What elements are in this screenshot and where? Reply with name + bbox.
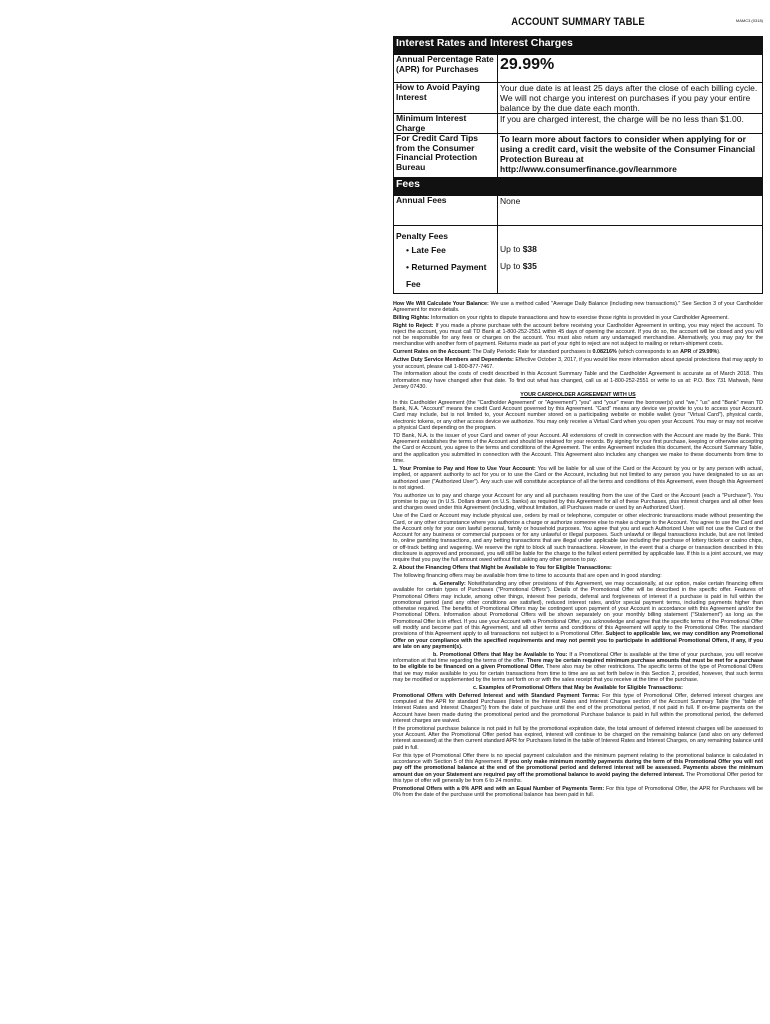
section-2b-heading: b. Promotional Offers that May be Available to You: [433, 651, 568, 658]
min-interest-row [394, 114, 763, 134]
section-1-paragraph [393, 466, 763, 491]
cfpb-tips-row [394, 134, 763, 178]
cfpb-tips-label: For Credit Card Tips from the Consumer Financial Protection Bureau [394, 134, 498, 178]
apr-value: 29.99% [498, 55, 763, 83]
current-rates-text-4: ). [717, 349, 721, 356]
apr-row [394, 55, 763, 83]
annual-fees-value: None [498, 196, 763, 226]
military-text: Effective October 3, 2017, if you would like more information about special protections that may apply to your account, please call 1-800-877-7467. [393, 357, 763, 370]
late-fee-label: • Late Fee [406, 244, 446, 255]
deferred-interest-text-3b: The Promotional Offer period for this type of offer will generally be from 6 to 24 months. [393, 771, 763, 784]
interest-section-title: Interest Rates and Interest Charges [394, 37, 763, 55]
right-to-reject-paragraph [393, 323, 763, 348]
section-2b-paragraph [393, 652, 763, 683]
right-to-reject-text: If you made a phone purchase with the account before receiving your Cardholder Agreement in writing, you may reject the account. To reject the account, you must call TD Bank at 1-800-252-2551 within 45 days of opening the account. If you do so, the account will be closed and you will not be responsible for any fees or charges on the account. You must also return any undamaged merchandise. Alternatively, you may pay for the merchandise with another form of payment. Returns made as part of your right to reject are not subject to mailing or return-shipment costs. [393, 322, 763, 348]
billing-rights-paragraph [393, 315, 763, 321]
returned-fee-amount: $35 [522, 261, 537, 271]
fees-section-header [394, 178, 763, 196]
disclosures-block [393, 301, 763, 799]
returned-fee-prefix: Up to [500, 261, 523, 271]
zero-apr-heading: Promotional Offers with a 0% APR and with an Equal Number of Payments Term: [393, 785, 605, 792]
late-fee-value [500, 241, 760, 258]
document-header [393, 14, 763, 36]
section-1-paragraph-2: You authorize us to pay and charge your Account for any and all purchases resulting from the use of the Card or the Account (each a "Purchase"). You promise to pay us (in U.S. Dollars drawn on U.S. banks) as required by this Agreement for all of these Purchases, plus interest charges and all other fees and charges owed under this Agreement (including, without limitation, all Purchases made or used by an Authorized User). [393, 492, 763, 512]
section-1-heading: 1. Your Promise to Pay and How to Use Your Account: [393, 465, 536, 472]
avoid-interest-value: Your due date is at least 25 days after the close of each billing cycle. We will not charge you interest on purchases if you pay your entire balance by the due date each month. [498, 83, 763, 114]
right-to-reject-heading: Right to Reject: [393, 322, 434, 329]
accuracy-paragraph: The information about the costs of credit described in this Account Summary Table and the Cardholder Agreement is accurate as of March 2018. This information may have changed after that date. To find out what has changed, call us at 1-800-252-2551 or write to us at: P.O. Box 731 Mahwah, New Jersey 07430. [393, 371, 763, 391]
returned-payment-fee-value [500, 258, 760, 275]
section-2c-heading: c. Examples of Promotional Offers that May be Available for Eligible Transactions: [473, 684, 683, 691]
section-2b-bold-text: There may be certain required minimum purchase amounts that must be met for a purchase to be eligible to be financed on a given Promotional Offer. [393, 658, 763, 671]
billing-rights-heading: Billing Rights: [393, 314, 430, 321]
penalty-fees-row [394, 226, 763, 294]
section-2a-bold-text: Subject to applicable law, we may condition any Promotional Offer on your compliance with the specified requirements and may not permit you to participate in additional Promotional Offers, if any, if you are late on any payment(s). [393, 631, 764, 650]
current-rates-heading: Current Rates on the Account: [393, 349, 471, 356]
late-fee-amount: $38 [522, 244, 537, 254]
annual-fees-row [394, 196, 763, 226]
document-title: ACCOUNT SUMMARY TABLE [511, 16, 645, 28]
penalty-fees-cell [394, 226, 498, 294]
zero-apr-paragraph [393, 786, 763, 799]
section-2b-text: If a Promotional Offer is available at the time of your purchase, you will receive information at that time regarding the terms of the offer. [393, 651, 763, 665]
interest-section-header [394, 37, 763, 55]
annual-fees-label: Annual Fees [394, 196, 498, 226]
agreement-intro-paragraph: In this Cardholder Agreement (the "Cardholder Agreement" or "Agreement") "you" and "your" mean the borrower(s) and "we," "us" and "Bank" mean TD Bank, N.A. "Account" means the credit Card Account governed by this Agreement. "Card" means any device we provide to you to access your Account. Card may include, but is not limited to, your Account number stored on a participating website or mobile wallet (your "Virtual Card"), physical cards, electronic tokens, or any other access device we authorize. You may only receive a Virtual Card when you open your Account. You may or may not receive a physical Card depending on the program. [393, 399, 763, 431]
section-2a-text: Notwithstanding any other provisions of this Agreement, we may occasionally, at our option, make certain financing offers available for certain types of Purchases ("Promotional Offers"). Details of the Promotional Offer will be described in the specific offer. Features of Promotional Offers may include, among other things, interest free periods, deferral and forgiveness of interest if a purchase is paid in full within the promotional period (and any other conditions are satisfied), reduced interest rates, and/or special payment terms, including payments higher than otherwise required. The benefits of Promotional Offers may be contingent upon payment of your Account in accordance with this Agreement and/or the Promotional Offers. Information about Promotional Offers will be shown separately on your monthly billing statement ("Statement") as long as the Promotional Offer is in effect. If you use your Account with a Promotional Offer, you acknowledge and agree that the specific terms of the Promotional Offer will modify and become part of this Agreement, and all other terms and conditions of this Agreement will apply to the Promotional Offer. The standard provisions of this Agreement apply to all transactions not subject to a Promotional Offer. [393, 580, 763, 638]
current-rates-text-3: of [691, 349, 699, 356]
deferred-interest-bold-text: If you only make minimum monthly payments during the term of this Promotional Offer you will not pay off the promotional balance at the end of the promotional period and deferred interest will be assessed. Payments above the minimum amount due on your Statement are required pay off the promotional balance to avoid paying the deferred interest. [393, 758, 764, 778]
current-rates-paragraph [393, 349, 763, 355]
agreement-issuer-paragraph: TD Bank, N.A. is the issuer of your Card and owner of your Account. All extensions of credit in connection with the Account are made by the Bank. This Agreement establishes the terms of the Account and should be retained for your records. By signing for your first purchase, keeping or otherwise accepting the Card or Account, you agree to the terms and conditions of the Agreement. The entire Agreement includes this document, the Account Summary Table, and the application you submitted in connection with the Account. This Agreement also includes any changes we make to these documents from time to time. [393, 432, 763, 465]
current-rates-text: The Daily Periodic Rate for standard purchases is [470, 349, 593, 356]
military-heading: Active Duty Service Members and Dependents: [393, 357, 514, 364]
fees-section-title: Fees [394, 178, 763, 196]
section-2-heading: 2. About the Financing Offers that Might be Available to You for Eligible Transactions: [393, 565, 612, 572]
penalty-fees-label: Penalty Fees [396, 231, 448, 241]
section-2b-text-2: There also may be other restrictions. The specific terms of the type of Promotional Offers that we may make available to you for certain transactions from time to time are as set forth below in this Section 2, provided, however, that such terms may be modified or supplemented by the terms set forth on or with the sales receipt that you receive at the time of the purchase. [393, 664, 763, 684]
min-interest-label: Minimum Interest Charge [394, 114, 498, 134]
zero-apr-text: For this type of Promotional Offer, the APR for Purchases will be 0% from the date of the purchase until the promotional balance has been paid in full. [393, 785, 763, 799]
billing-rights-text: Information on your rights to dispute transactions and how to exercise those rights is provided in your Cardholder Agreement. [429, 314, 729, 321]
section-1-paragraph-3: Use of the Card or Account may include physical use, orders by mail or telephone, computer or other electronic transactions made without presenting the Card, or any other circumstance where you authorize a charge or authorize someone else to make a charge to the Account. You agree to use the Card and the Account only for your own lawful personal, family or household purposes. You agree that you and each Authorized User will not use the Card or the Account for any business or commercial purposes or for any unlawful or illegal purposes. Such unlawful or illegal transactions include, but are not limited to, online gambling transactions, and any betting transactions that are illegal under applicable law including the purchase of lottery tickets or casino chips, or off-track betting and wagering. We reserve the right to block all such transactions. However, in the event that a charge or transaction described in this disclosure is approved and processed, you will still be liable for the charge to the fullest extent permitted by applicable law. If this is a joint account, we may require that you pay the full amount owed without first asking any other person to pay. [393, 513, 763, 564]
military-paragraph [393, 357, 763, 370]
balance-calculation-heading: How We Will Calculate Your Balance: [393, 300, 489, 307]
avoid-interest-label: How to Avoid Paying Interest [394, 83, 498, 114]
section-1-text: You will be liable for all use of the Card or the Account by you or by any person with actual, implied, or apparent authority to act for you or to use the Card or the Account, including but not limited to any person you have designated to us as an authorized user ("Authorized User"). Any such use will constitute acceptance of all the terms and conditions of this Agreement, even though this Agreement is not signed. [393, 465, 763, 491]
cfpb-tips-value: To learn more about factors to consider when applying for or using a credit card, visit the website of the Consumer Financial Protection Bureau at http://www.consumerfinance.gov/learnmore [498, 134, 763, 178]
penalty-fees-values [498, 226, 763, 294]
avoid-interest-row [394, 83, 763, 114]
account-summary-page [393, 14, 763, 800]
section-2a-paragraph [393, 581, 763, 650]
late-fee-prefix: Up to [500, 244, 523, 254]
returned-payment-fee-label: • Returned Payment Fee [406, 261, 487, 289]
deferred-interest-paragraph [393, 693, 763, 724]
section-2-intro: The following financing offers may be available from time to time to accounts that are open and in good standing: [393, 573, 662, 580]
deferred-interest-text-3a: For this type of Promotional Offer there is no special payment calculation and the minimum payment relating to the promotional balance is calculated in accordance with Section 5 of this Agreement. [393, 752, 763, 765]
deferred-interest-paragraph-2: If the promotional purchase balance is not paid in full by the promotional expiration date, the total amount of deferred interest charges will be assessed to your Account. After the Promotional Offer period has expired, interest will continue to be charged on the remaining balance (and also on any deferred interest assessed) at the then current standard APR for Purchases listed in the table of Interest Rates and Interest Charges, on any remaining balance until paid in full. [393, 725, 763, 751]
min-interest-value: If you are charged interest, the charge will be no less than $1.00. [498, 114, 763, 134]
deferred-interest-heading: Promotional Offers with Deferred Interest and with Standard Payment Terms: [393, 692, 600, 699]
balance-calculation-text: We use a method called "Average Daily Balance (including new transactions)." See Section 3 of your Cardholder Agreement for more details. [393, 300, 764, 313]
apr-label: Annual Percentage Rate (APR) for Purchases [394, 55, 498, 83]
apr-rate: 29.99% [698, 349, 718, 356]
deferred-interest-text: For this type of Promotional Offer, deferred interest charges are computed at the APR for standard Purchases (listed in the Interest Rates and Interest Charges section of the Account Summary Table (the "table of Interest Rates and Interest Charges")) from the date of purchase until the end of the promotional period, if not paid in full. If on-time payments on the Account have been made during the promotional period and the promotional Purchase balance is paid in full within the promotional period, the deferred interest charges are waived. [393, 692, 763, 724]
apr-abbrev: APR [680, 349, 692, 356]
daily-periodic-rate: 0.08216% [592, 349, 617, 356]
balance-calculation-paragraph [393, 301, 763, 314]
deferred-interest-paragraph-3 [393, 753, 763, 784]
current-rates-text-2: (which corresponds to an [616, 349, 681, 356]
section-2a-heading: a. Generally: [433, 580, 466, 587]
agreement-title: YOUR CARDHOLDER AGREEMENT WITH US [520, 391, 636, 398]
form-code: MAMC3 (0318) [735, 18, 763, 23]
account-summary-table [393, 36, 763, 294]
